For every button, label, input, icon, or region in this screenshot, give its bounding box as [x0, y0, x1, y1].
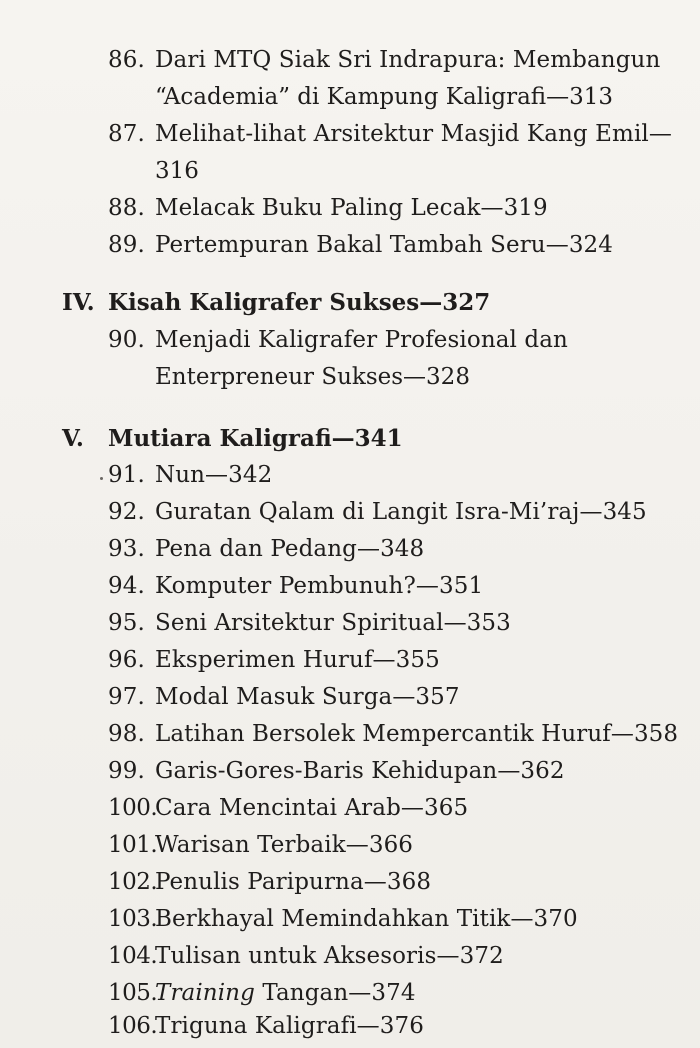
toc-entry-87-continuation: 316	[155, 158, 199, 184]
entry-title: Garis-Gores-Baris Kehidupan—362	[155, 758, 565, 784]
toc-entry-105	[108, 975, 416, 1012]
section-numeral: V.	[62, 425, 84, 452]
section-heading-v	[62, 420, 403, 457]
toc-entry-89	[108, 227, 613, 264]
toc-entry-94	[108, 568, 483, 605]
entry-title: Cara Mencintai Arab—365	[155, 795, 469, 821]
entry-number: 94.	[108, 573, 145, 599]
entry-title: Dari MTQ Siak Sri Indrapura: Membangun	[155, 47, 661, 73]
section-heading-iv	[62, 284, 490, 321]
entry-number: 100.	[108, 795, 158, 821]
toc-entry-90	[108, 322, 568, 359]
toc-entry-86	[108, 42, 660, 79]
toc-entry-95	[108, 605, 511, 642]
entry-number: 103.	[108, 906, 158, 932]
entry-title: Melacak Buku Paling Lecak—319	[155, 195, 548, 221]
entry-title: Modal Masuk Surga—357	[155, 684, 460, 710]
toc-entry-102	[108, 864, 431, 901]
toc-entry-96	[108, 642, 440, 679]
entry-number: 93.	[108, 536, 145, 562]
entry-number: 87.	[108, 121, 145, 147]
entry-number: 96.	[108, 647, 145, 673]
entry-number: 90.	[108, 327, 145, 353]
entry-title-italic: Training	[155, 980, 255, 1006]
entry-title: Latihan Bersolek Mempercantik Huruf—358	[155, 721, 679, 747]
entry-number: 89.	[108, 232, 145, 258]
entry-title: Berkhayal Memindahkan Titik—370	[155, 906, 578, 932]
entry-title: Triguna Kaligrafi—376	[155, 1013, 424, 1039]
entry-title: Pena dan Pedang—348	[155, 536, 425, 562]
toc-entry-103	[108, 901, 578, 938]
toc-entry-92	[108, 494, 647, 531]
toc-entry-99	[108, 753, 565, 790]
toc-entry-98	[108, 716, 678, 753]
section-title: Kisah Kaligrafer Sukses—327	[108, 289, 491, 316]
toc-entry-87	[108, 116, 672, 153]
section-title: Mutiara Kaligrafi—341	[108, 425, 403, 452]
entry-number: 98.	[108, 721, 145, 747]
entry-title: Melihat-lihat Arsitektur Masjid Kang Emil—	[155, 121, 672, 147]
entry-number: 86.	[108, 47, 145, 73]
entry-title: Seni Arsitektur Spiritual—353	[155, 610, 511, 636]
toc-entry-106	[108, 1008, 424, 1045]
entry-title: Eksperimen Huruf—355	[155, 647, 440, 673]
entry-number: 99.	[108, 758, 145, 784]
entry-number: 105.	[108, 980, 158, 1006]
entry-title: Komputer Pembunuh?—351	[155, 573, 484, 599]
entry-number: 95.	[108, 610, 145, 636]
entry-number: 102.	[108, 869, 158, 895]
toc-entry-104	[108, 938, 504, 975]
entry-title: Tangan—374	[254, 980, 416, 1006]
entry-title: Warisan Terbaik—366	[155, 832, 414, 858]
entry-number: 101.	[108, 832, 158, 858]
section-numeral: IV.	[62, 289, 95, 316]
toc-entry-100	[108, 790, 468, 827]
entry-title: Nun—342	[155, 462, 273, 488]
entry-title: Menjadi Kaligrafer Profesional dan	[155, 327, 568, 353]
entry-title: Guratan Qalam di Langit Isra-Mi’raj—345	[155, 499, 647, 525]
entry-number: 92.	[108, 499, 145, 525]
toc-entry-101	[108, 827, 413, 864]
entry-number: 91.	[108, 462, 145, 488]
toc-entry-86-continuation: “Academia” di Kampung Kaligrafi—313	[155, 84, 614, 110]
entry-number: 88.	[108, 195, 145, 221]
toc-entry-91	[108, 457, 272, 494]
entry-number: 106.	[108, 1013, 158, 1039]
toc-entry-88	[108, 190, 548, 227]
entry-title: Penulis Paripurna—368	[155, 869, 432, 895]
entry-number: 104.	[108, 943, 158, 969]
entry-title: Pertempuran Bakal Tambah Seru—324	[155, 232, 614, 258]
toc-entry-90-continuation: Enterpreneur Sukses—328	[155, 364, 470, 390]
entry-number: 97.	[108, 684, 145, 710]
ink-speck	[100, 477, 103, 480]
toc-entry-97	[108, 679, 460, 716]
toc-entry-93	[108, 531, 424, 568]
entry-title: Tulisan untuk Aksesoris—372	[155, 943, 504, 969]
